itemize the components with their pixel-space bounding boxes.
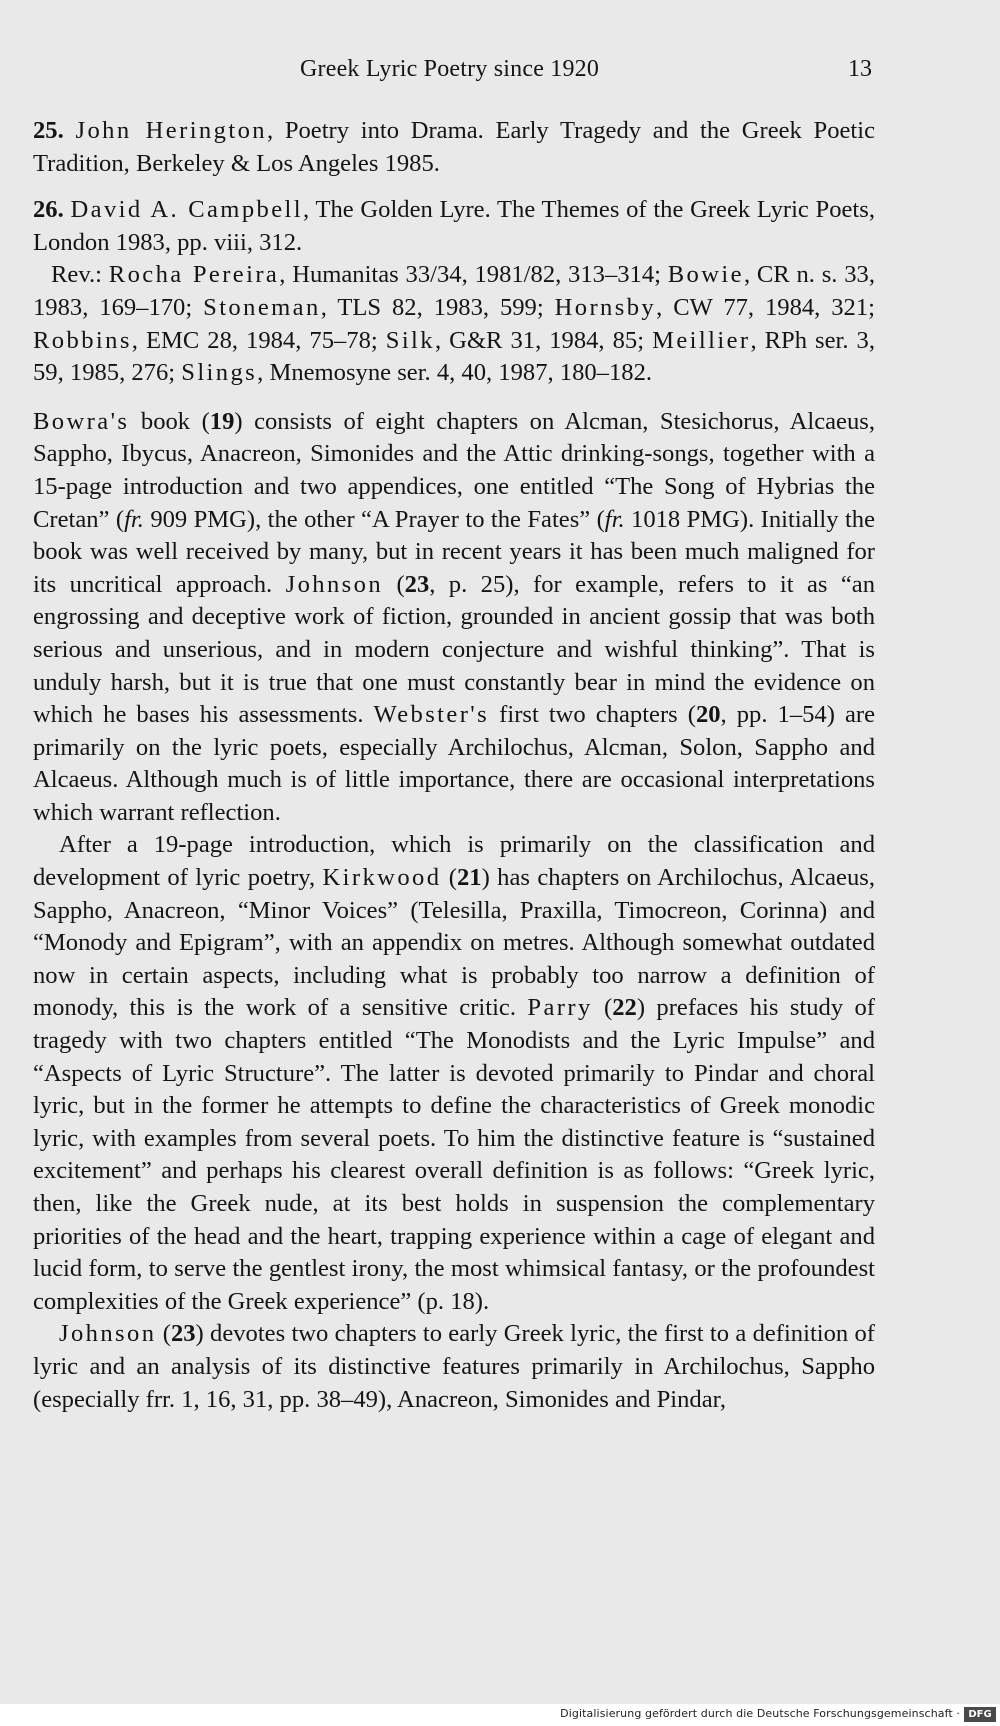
entry-title: , The Golden Lyre. The Themes of the Greek Lyric Poets, London 1983, pp. viii, 312.: [33, 196, 875, 256]
cited-author: Kirkwood: [322, 864, 442, 892]
text-run: 909 PMG), the other “A Prayer to the Fates” (: [143, 505, 605, 533]
text-run: , EMC 28, 1984, 75–78;: [131, 326, 386, 354]
entry-citation: [33, 194, 875, 259]
entry-citation: [33, 115, 875, 180]
text-run: , pp. 1–54) are primarily on the lyric poets, especially Archilochus, Alcman, Solon, Sappho and Alcaeus. Although much is of little importance, there are occasional interpretations which warrant reflection.: [33, 701, 875, 826]
entry-author: John Herington: [75, 117, 267, 144]
text-run: , RPh ser. 3, 59, 1985, 276;: [33, 326, 875, 387]
body-paragraph: [33, 406, 875, 830]
text-run: ) has chapters on Archilochus, Alcaeus, Sappho, Anacreon, “Minor Voices” (Telesilla, Praxilla, Timocreon, Corinna) and “Monody and Epigram”, with an appendix on metres. Although somewhat outdated now in certain aspects, including what is probably too narrow a definition of monody, this is the work of a sensitive critic.: [33, 864, 875, 1022]
entry-title: , Poetry into Drama. Early Tragedy and the Greek Poetic Tradition, Berkeley & Los Angeles 1985.: [33, 117, 875, 177]
text-run: , Mnemosyne ser. 4, 40, 1987, 180–182.: [257, 359, 653, 387]
bibliography-entry: [33, 115, 875, 180]
cited-author: Rocha Pereira: [108, 261, 280, 289]
text-run: , CW 77, 1984, 321;: [656, 293, 875, 321]
entry-number: 25.: [33, 117, 64, 144]
entry-number: 26.: [33, 196, 64, 224]
reference-number: 19: [209, 407, 235, 435]
cited-author: Johnson: [59, 1320, 157, 1348]
running-title: Greek Lyric Poetry since 1920: [300, 56, 600, 82]
bibliography-entry: [33, 194, 875, 390]
text-run: ) consists of eight chapters on Alcman, Stesichorus, Alcaeus, Sappho, Ibycus, Anacreon, Simonides and the Attic drinking-songs, together with a 15-page introduction and two appendices, one entitled “The Song of Hybrias the Cretan” (: [33, 407, 875, 533]
text-run: , Humanitas 33/34, 1981/82, 313–314;: [279, 261, 668, 289]
text-run: first two chapters (: [489, 701, 696, 729]
reference-number: 20: [695, 701, 721, 729]
text-run: , p. 25), for example, refers to it as “an engrossing and deceptive work of fiction, grounded in ancient gossip that was both serious and unserious, and in modern conjecture and wishful thinking”. That is unduly harsh, but it is true that one must constantly bear in mind the evidence on which he bases his assessments.: [33, 570, 875, 729]
body-paragraph: [33, 1318, 875, 1416]
digitization-credit: [0, 1704, 1000, 1726]
text-run: (: [441, 864, 457, 892]
cited-author: Hornsby: [554, 293, 657, 321]
cited-author: Johnson: [285, 570, 384, 598]
text-run: (: [383, 570, 405, 598]
text-run: ) prefaces his study of tragedy with two chapters entitled “The Monodists and the Lyric Impulse” and “Aspects of Lyric Structure”. The latter is devoted primarily to Pindar and choral lyric, but in the former he attempts to define the characteristics of Greek monodic lyric, with examples from several poets. To him the distinctive feature is “sustained excitement” and perhaps his clearest overall definition is as follows: “Greek lyric, then, like the Greek nude, at its best holds in suspension the complementary priorities of the head and the heart, trapping experience within a cage of elegant and lucid form, to serve the gentlest irony, the most whimsical fantasy, or the profoundest complexities of the Greek experience” (p. 18).: [33, 994, 875, 1315]
page-number: 13: [848, 56, 872, 82]
cited-author: Webster's: [373, 701, 490, 729]
italic-text: fr.: [124, 505, 144, 533]
cited-author: Robbins: [33, 326, 132, 354]
text-run: (: [156, 1320, 171, 1348]
reference-number: 23: [170, 1320, 196, 1348]
cited-author: Meillier: [652, 326, 751, 354]
entry-reviews: [33, 259, 875, 389]
cited-author: Slings: [181, 359, 258, 387]
reference-number: 21: [457, 864, 482, 892]
text-run: , TLS 82, 1983, 599;: [320, 293, 555, 321]
reference-number: 23: [404, 570, 430, 598]
text-run: ) devotes two chapters to early Greek lyric, the first to a definition of lyric and an analysis of its distinctive features primarily in Archilochus, Sappho (especially frr. 1, 16, 31, pp. 38–49), Anacreon, Simonides and Pindar,: [33, 1320, 875, 1413]
text-run: After a 19-page introduction, which is primarily on the classification and development of lyric poetry,: [33, 831, 875, 892]
cited-author: Stoneman: [203, 293, 321, 321]
cited-author: Silk: [385, 326, 435, 354]
text-run: 1018 PMG). Initially the book was well received by many, but in recent years it has been much maligned for its uncritical approach.: [33, 505, 875, 598]
text-run: Rev.:: [51, 261, 109, 289]
reference-number: 22: [612, 994, 637, 1022]
text-run: , G&R 31, 1984, 85;: [435, 326, 653, 354]
main-text-block: [33, 115, 875, 1416]
cited-author: Bowie: [667, 261, 744, 289]
dfg-logo: DFG: [964, 1707, 996, 1722]
entry-author: David A. Campbell: [70, 196, 304, 224]
cited-author: Parry: [527, 994, 593, 1022]
text-run: book (: [129, 407, 210, 435]
body-text: [33, 406, 875, 1416]
body-paragraph: [33, 829, 875, 1318]
text-run: (: [592, 994, 613, 1022]
cited-author: Bowra's: [33, 407, 130, 435]
italic-text: fr.: [604, 505, 625, 533]
credit-text: Digitalisierung gefördert durch die Deutsche Forschungsgemeinschaft ·: [560, 1707, 960, 1720]
text-run: , CR n. s. 33, 1983, 169–170;: [33, 261, 875, 321]
